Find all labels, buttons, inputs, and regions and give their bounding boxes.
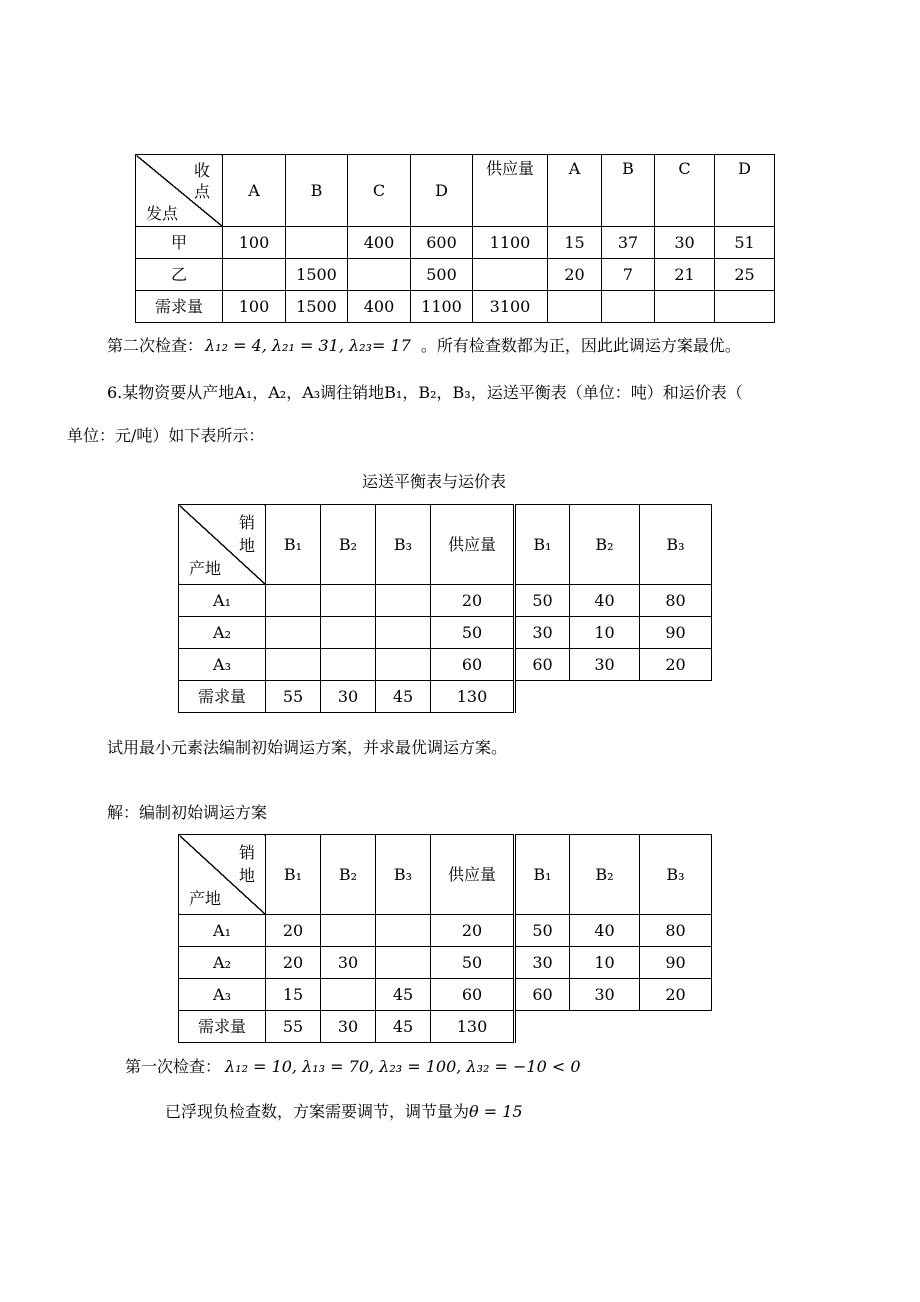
check2-suffix: 。所有检查数都为正，因此此调运方案最优。	[420, 336, 741, 355]
cell	[321, 649, 376, 681]
table-row	[179, 585, 712, 617]
table-1	[135, 154, 775, 323]
col-header: D	[715, 155, 775, 227]
row-label: 乙	[136, 259, 223, 291]
col-header: B₃	[376, 505, 431, 585]
cell: 3100	[473, 291, 548, 323]
cell: 20	[640, 979, 712, 1011]
cell	[348, 259, 411, 291]
cell: 30	[515, 947, 570, 979]
cell: 1500	[286, 259, 348, 291]
problem6-line2: 单位：元/吨）如下表所示：	[67, 426, 265, 445]
conclusion-formula: θ = 15	[469, 1102, 523, 1121]
table-row	[179, 915, 712, 947]
check2-line	[107, 338, 741, 354]
col-header: B₁	[515, 505, 570, 585]
cell: 400	[348, 291, 411, 323]
cell: 50	[431, 947, 515, 979]
col-header: B₂	[570, 835, 640, 915]
cell	[655, 291, 715, 323]
check2-prefix: 第二次检查：	[107, 336, 204, 355]
cell: 7	[602, 259, 655, 291]
check1-line	[125, 1059, 581, 1075]
cell: 21	[655, 259, 715, 291]
col-header: B₃	[376, 835, 431, 915]
col-header: B₂	[570, 505, 640, 585]
cell: 90	[640, 947, 712, 979]
cell: 500	[411, 259, 473, 291]
cell: 80	[640, 585, 712, 617]
check2-formula: λ₁₂ = 4, λ₂₁ = 31, λ₂₃= 17	[205, 336, 411, 355]
table-row	[179, 1011, 712, 1043]
cell: 1500	[286, 291, 348, 323]
row-label: A₁	[179, 915, 266, 947]
cell: 40	[570, 915, 640, 947]
table-row	[179, 649, 712, 681]
cell	[602, 291, 655, 323]
col-header: B	[602, 155, 655, 227]
col-header: B₁	[266, 505, 321, 585]
empty-cell	[570, 681, 640, 713]
col-header: C	[348, 155, 411, 227]
table-row	[179, 979, 712, 1011]
instruction: 试用最小元素法编制初始调运方案，并求最优调运方案。	[107, 738, 508, 757]
table-row	[179, 681, 712, 713]
cell	[266, 649, 321, 681]
row-label: A₁	[179, 585, 266, 617]
table-2	[178, 504, 712, 713]
table-3	[178, 834, 712, 1043]
cell	[376, 915, 431, 947]
col-header: B₁	[515, 835, 570, 915]
row-label: A₂	[179, 617, 266, 649]
col-header: B₂	[321, 835, 376, 915]
cell: 60	[515, 979, 570, 1011]
cell: 30	[321, 681, 376, 713]
cell: 45	[376, 979, 431, 1011]
empty-cell	[640, 681, 712, 713]
row-label: A₃	[179, 649, 266, 681]
cell: 20	[266, 915, 321, 947]
table-row	[136, 291, 775, 323]
col-header: D	[411, 155, 473, 227]
cell: 1100	[473, 227, 548, 259]
corner-bottom-label: 产地	[189, 889, 222, 908]
check1-formula: λ₁₂ = 10, λ₁₃ = 70, λ₂₃ = 100, λ₃₂ = −10 < 0	[225, 1057, 581, 1076]
cell: 600	[411, 227, 473, 259]
corner-mid-label: 点	[193, 182, 210, 201]
row-label: A₂	[179, 947, 266, 979]
cell: 60	[431, 979, 515, 1011]
cell: 20	[431, 915, 515, 947]
corner-mid-label: 地	[238, 866, 255, 885]
empty-cell	[570, 1011, 640, 1043]
corner-top-label: 销	[238, 513, 255, 532]
empty-cell	[515, 1011, 570, 1043]
row-label: 需求量	[179, 681, 266, 713]
cell	[321, 585, 376, 617]
col-header: B₁	[266, 835, 321, 915]
cell	[321, 915, 376, 947]
empty-cell	[515, 681, 570, 713]
row-label: A₃	[179, 979, 266, 1011]
problem6-line1: 6.某物资要从产地A₁，A₂，A₃调往销地B₁，B₂，B₃，运送平衡表（单位：吨）和运价表（	[107, 383, 743, 402]
cell	[376, 649, 431, 681]
corner-top-label: 收	[193, 161, 210, 180]
cell	[266, 617, 321, 649]
col-header: B₃	[640, 505, 712, 585]
cell	[286, 227, 348, 259]
corner-mid-label: 地	[238, 536, 255, 555]
cell	[376, 585, 431, 617]
cell	[266, 585, 321, 617]
cell: 50	[431, 617, 515, 649]
cell: 55	[266, 1011, 321, 1043]
cell: 100	[223, 291, 286, 323]
table-row	[136, 259, 775, 291]
cell: 55	[266, 681, 321, 713]
cell	[548, 291, 602, 323]
cell	[376, 617, 431, 649]
cell: 30	[515, 617, 570, 649]
cell: 15	[266, 979, 321, 1011]
cell: 25	[715, 259, 775, 291]
cell: 80	[640, 915, 712, 947]
cell: 20	[431, 585, 515, 617]
col-header: B₃	[640, 835, 712, 915]
col-header: B	[286, 155, 348, 227]
cell	[223, 259, 286, 291]
cell: 40	[570, 585, 640, 617]
table-row	[179, 947, 712, 979]
corner-top-label: 销	[238, 843, 255, 862]
conclusion-line	[165, 1104, 523, 1120]
cell: 15	[548, 227, 602, 259]
cell	[715, 291, 775, 323]
cell: 37	[602, 227, 655, 259]
cell: 10	[570, 617, 640, 649]
table2-corner-header	[179, 505, 266, 585]
cell: 20	[266, 947, 321, 979]
solution-title: 解：编制初始调运方案	[107, 803, 268, 822]
cell	[376, 947, 431, 979]
empty-cell	[640, 1011, 712, 1043]
table3-corner-header	[179, 835, 266, 915]
cell: 30	[655, 227, 715, 259]
cell: 30	[321, 1011, 376, 1043]
cell: 130	[431, 681, 515, 713]
cell: 90	[640, 617, 712, 649]
col-header: B₂	[321, 505, 376, 585]
cell: 60	[515, 649, 570, 681]
cell: 45	[376, 681, 431, 713]
check1-prefix: 第一次检查：	[125, 1057, 222, 1076]
cell: 130	[431, 1011, 515, 1043]
cell: 30	[321, 947, 376, 979]
cell: 100	[223, 227, 286, 259]
col-header: C	[655, 155, 715, 227]
col-header: A	[223, 155, 286, 227]
cell: 30	[570, 649, 640, 681]
cell: 1100	[411, 291, 473, 323]
row-label: 需求量	[136, 291, 223, 323]
row-label: 需求量	[179, 1011, 266, 1043]
cell	[321, 617, 376, 649]
cell: 50	[515, 585, 570, 617]
cell: 60	[431, 649, 515, 681]
cell	[473, 259, 548, 291]
cell	[321, 979, 376, 1011]
cell: 51	[715, 227, 775, 259]
corner-bottom-label: 产地	[189, 559, 222, 578]
cell: 400	[348, 227, 411, 259]
cell: 50	[515, 915, 570, 947]
cell: 10	[570, 947, 640, 979]
col-header: A	[548, 155, 602, 227]
conclusion-text: 已浮现负检查数，方案需要调节，调节量为	[165, 1102, 470, 1121]
col-header: 供应量	[473, 155, 548, 227]
col-header: 供应量	[431, 835, 515, 915]
row-label: 甲	[136, 227, 223, 259]
cell: 45	[376, 1011, 431, 1043]
table1-corner-header	[136, 155, 223, 227]
corner-bottom-label: 发点	[146, 204, 179, 223]
cell: 20	[640, 649, 712, 681]
cell: 20	[548, 259, 602, 291]
cell: 30	[570, 979, 640, 1011]
table-row	[136, 227, 775, 259]
table2-caption: 运送平衡表与运价表	[362, 472, 507, 491]
col-header: 供应量	[431, 505, 515, 585]
table-row	[179, 617, 712, 649]
